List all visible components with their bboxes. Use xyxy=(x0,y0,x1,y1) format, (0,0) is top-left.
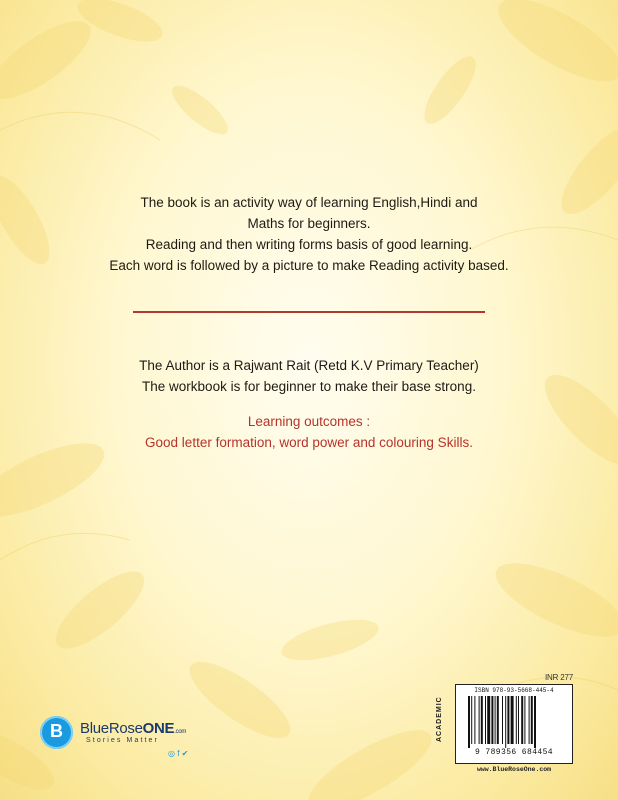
barcode-bar xyxy=(502,696,503,744)
outcomes-text: Good letter formation, word power and colouring Skills. xyxy=(145,435,473,450)
barcode-bar xyxy=(529,696,530,744)
description-line-1: The book is an activity way of learning English,Hindi and xyxy=(140,195,478,210)
barcode-bar xyxy=(521,696,523,744)
barcode-bar xyxy=(487,696,490,744)
description-line-2: Maths for beginners. xyxy=(247,216,371,231)
author-line-1: The Author is a Rajwant Rait (Retd K.V Primary Teacher) xyxy=(139,358,479,373)
barcode-bar xyxy=(531,696,533,744)
price-label: INR 277 xyxy=(545,673,573,682)
isbn-barcode xyxy=(455,684,573,764)
barcode-bar xyxy=(534,696,536,748)
barcode-bar xyxy=(497,696,499,744)
logo-letter: B xyxy=(50,721,63,741)
publisher-website: www.BlueRoseOne.com xyxy=(476,766,552,773)
barcode-bars xyxy=(468,696,560,748)
barcode-bar xyxy=(518,696,519,744)
barcode-bar xyxy=(495,696,496,744)
publisher-name-part2: ONE xyxy=(142,720,175,737)
publisher-name-part1: BlueRose xyxy=(80,720,143,737)
barcode-bar xyxy=(481,696,483,744)
barcode-bar xyxy=(505,696,506,748)
barcode-bar xyxy=(471,696,472,744)
description-line-4: Each word is followed by a picture to make Reading activity based. xyxy=(109,258,509,273)
isbn-label: ISBN 978-93-5668-445-4 xyxy=(474,687,554,694)
barcode-bar xyxy=(524,696,525,744)
category-label: ACADEMIC xyxy=(436,696,443,742)
publisher-name-suffix: .com xyxy=(174,729,187,735)
barcode-bar xyxy=(516,696,517,744)
barcode-bar xyxy=(491,696,493,744)
logo-badge-icon xyxy=(40,716,73,749)
barcode-bar xyxy=(507,696,509,744)
barcode-bar xyxy=(479,696,480,744)
social-icons: ◎ f ✔ xyxy=(168,749,189,758)
barcode-bar xyxy=(511,696,514,744)
outcomes-heading: Learning outcomes : xyxy=(247,414,371,429)
barcode-bar xyxy=(474,696,475,744)
barcode-bar xyxy=(468,696,470,748)
isbn-digits: 9 789356 684454 xyxy=(474,748,553,757)
barcode-bar xyxy=(485,696,486,744)
author-line-2: The workbook is for beginner to make their base strong. xyxy=(142,379,476,394)
publisher-logo xyxy=(40,716,240,766)
publisher-tagline: Stories Matter xyxy=(86,737,159,744)
description-line-3: Reading and then writing forms basis of good learning. xyxy=(145,237,473,252)
section-divider xyxy=(133,311,485,313)
publisher-name xyxy=(80,720,186,737)
